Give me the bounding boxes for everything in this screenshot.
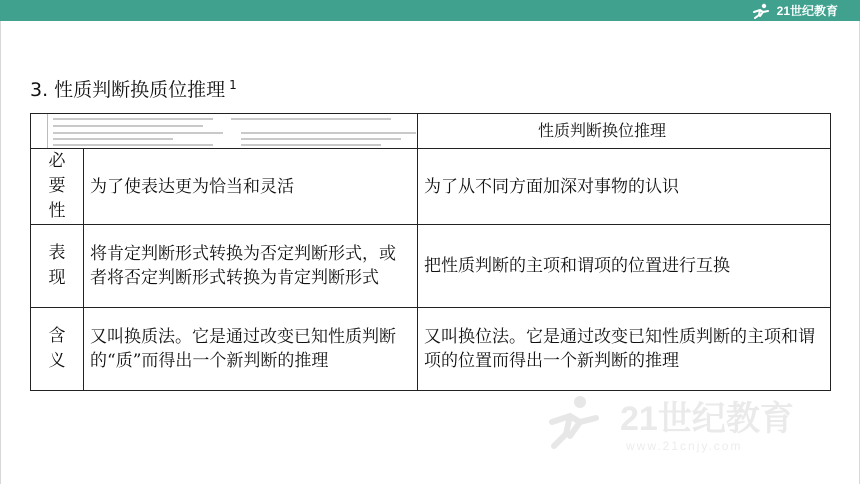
comparison-table: [30, 113, 831, 391]
cell-conversion-manifestation: 把性质判断的主项和谓项的位置进行互换: [418, 225, 831, 308]
section-title-text: 3. 性质判断换质位推理: [30, 79, 226, 101]
row-header-char: 要: [48, 176, 66, 196]
row-header-necessity: [31, 149, 84, 225]
row-header-char: 现: [48, 268, 66, 288]
footnote-marker: 1: [229, 78, 237, 92]
watermark-url: www.21cnjy.com: [626, 439, 743, 453]
top-bar: [0, 0, 860, 21]
runner-icon: [751, 3, 773, 19]
logo-text: 21世纪教育: [776, 4, 838, 18]
row-header-char: 义: [48, 351, 66, 371]
embedded-thumbnail-cell: [31, 114, 418, 149]
cell-obversion-manifestation: 将肯定判断形式转换为否定判断形式，或者将否定判断形式转换为肯定判断形式: [84, 225, 418, 308]
column-header-conversion: 性质判断换位推理: [418, 114, 831, 149]
brand-logo[interactable]: [751, 2, 838, 19]
row-header-char: 表: [48, 243, 66, 263]
watermark-logo: [540, 388, 840, 458]
table-row: [31, 225, 831, 308]
table-header-row: [31, 114, 831, 149]
row-header-char: 含: [48, 326, 66, 346]
left-divider: [0, 21, 1, 484]
cell-conversion-necessity: 为了从不同方面加深对事物的认识: [418, 149, 831, 225]
row-header-char: 必: [48, 151, 66, 171]
section-title: [30, 75, 237, 102]
watermark-text: 21世纪教育: [620, 400, 794, 438]
cell-conversion-meaning: 又叫换位法。它是通过改变已知性质判断的主项和谓项的位置而得出一个新判断的推理: [418, 308, 831, 391]
embedded-thumbnail: [31, 114, 417, 148]
row-header-char: 性: [48, 201, 66, 221]
table-row: [31, 149, 831, 225]
cell-obversion-necessity: 为了使表达更为恰当和灵活: [84, 149, 418, 225]
cell-obversion-meaning: 又叫换质法。它是通过改变已知性质判断的“质”而得出一个新判断的推理: [84, 308, 418, 391]
table-row: [31, 308, 831, 391]
row-header-manifestation: [31, 225, 84, 308]
row-header-meaning: [31, 308, 84, 391]
